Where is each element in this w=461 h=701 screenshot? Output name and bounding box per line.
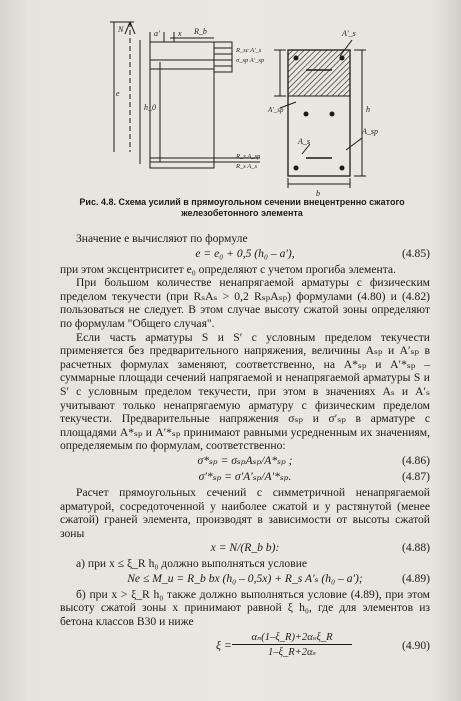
paragraph-rectangular: Расчет прямоугольных сечений с симметричной ненапрягаемой арматурой, сосредоточенной у наиболее сжатой и у растянутой (менее сжатой) граней элемента, производят в зависимости от высоты сжатой зоны [60,485,430,540]
equation-number: (4.85) [401,246,430,260]
paragraph-eccentricity: при этом эксцентриситет e₀ определяют с учетом прогиба элемента. [60,262,396,276]
body-text [60,232,430,661]
equation-4-88 [60,541,430,556]
paragraph-reinforcement: При большом количестве ненапрягаемой арматуры с физическим пределом текучести (при RₛAₛ > 0,2 RₛₚAₛₚ) формулами (4.80) и (4.82) пользоваться не следует. В этом случае высоту сжатой зоны определяют по формулам "Общего случая". [60,276,430,330]
item-a: а) при x ≤ ξ_R h₀ должно выполняться условие [76,557,308,571]
equation-number: (4.88) [401,541,430,555]
paragraph-intro: Значение e вычисляют по формуле [76,232,248,245]
label-as: A_s [298,137,310,146]
equation-number: (4.86) [401,453,430,467]
item-b: б) при x > ξ_R h₀ также должно выполняться условие (4.89), при этом высоту сжатой зоны x принимают равной ξ h₀, где для элементов из бетона классов В30 и ниже [60,587,430,629]
label-e: e [116,89,120,98]
formula: e = e₀ + 0,5 (h₀ – a′), [195,246,295,260]
formula: σ′*ₛₚ = σ′A′ₛₚ/A′*ₛₚ. [198,469,292,483]
caption-line-2: железобетонного элемента [181,208,303,218]
formula: x = N/(R_b b): [210,541,280,555]
equation-number: (4.90) [401,638,430,652]
label-rs-asp: R_s A_sp [236,153,261,160]
equation-number: (4.89) [401,571,430,585]
label-b: b [316,189,320,198]
figure-caption [72,197,412,219]
label-h0: h_0 [144,103,156,112]
formula-lhs: ξ = [216,638,232,652]
label-sigma-sp: σ_sp A'_sp [236,57,265,64]
formula-numerator: αₙ(1–ξ_R)+2αₛξ_R [232,631,352,646]
formula-denominator: 1–ξ_R+2αₛ [267,646,317,658]
equation-4-85 [60,247,430,262]
equation-4-87 [60,470,430,485]
equation-4-89 [60,572,430,587]
label-rsc-as: R_sc A'_s [236,47,262,54]
force-diagram [110,12,380,198]
label-a-prime: a' [154,29,160,38]
label-rs-as: R_s A_s [236,163,258,170]
label-asp-prime: A'_sp [268,106,284,114]
caption-line-1: Рис. 4.8. Схема усилий в прямоугольном сечении внецентренно сжатого [79,197,405,207]
equation-number: (4.87) [401,469,430,483]
label-rb: R_b [194,27,207,36]
label-h: h [366,105,370,114]
label-n: N [118,25,124,34]
label-x: x [178,29,182,38]
formula: Ne ≤ M_u = R_b bx (h₀ – 0,5x) + R_s A′ₛ (h₀ – a′); [127,571,363,585]
equation-4-90 [60,631,430,661]
label-asp: A_sp [362,127,378,136]
equation-4-86 [60,454,430,469]
formula: σ*ₛₚ = σₛₚAₛₚ/A*ₛₚ ; [197,453,293,467]
paragraph-conditional-yield: Если часть арматуры S и S′ с условным пределом текучести применяется без предварительного напряжения, величины Aₛₚ и A′ₛₚ в расчетных формулах заменяют, соответственно, на A*ₛₚ и A′*ₛₚ – суммарные площади сечений напрягаемой и ненапрягаемой арматуры S и S′ с условным пределом текучести, при этом в значениях Aₛ и A′ₛ учитывают только ненапрягаемую арматуру с физическим пределом текучести. Предварительные напряжения σₛₚ и σ′ₛₚ в арматуре с площадями A*ₛₚ и A′*ₛₚ принимают равными усредненным их значениям, определяемым по формулам, соответственно: [60,330,430,453]
label-as-prime-top: A'_s [342,29,356,38]
